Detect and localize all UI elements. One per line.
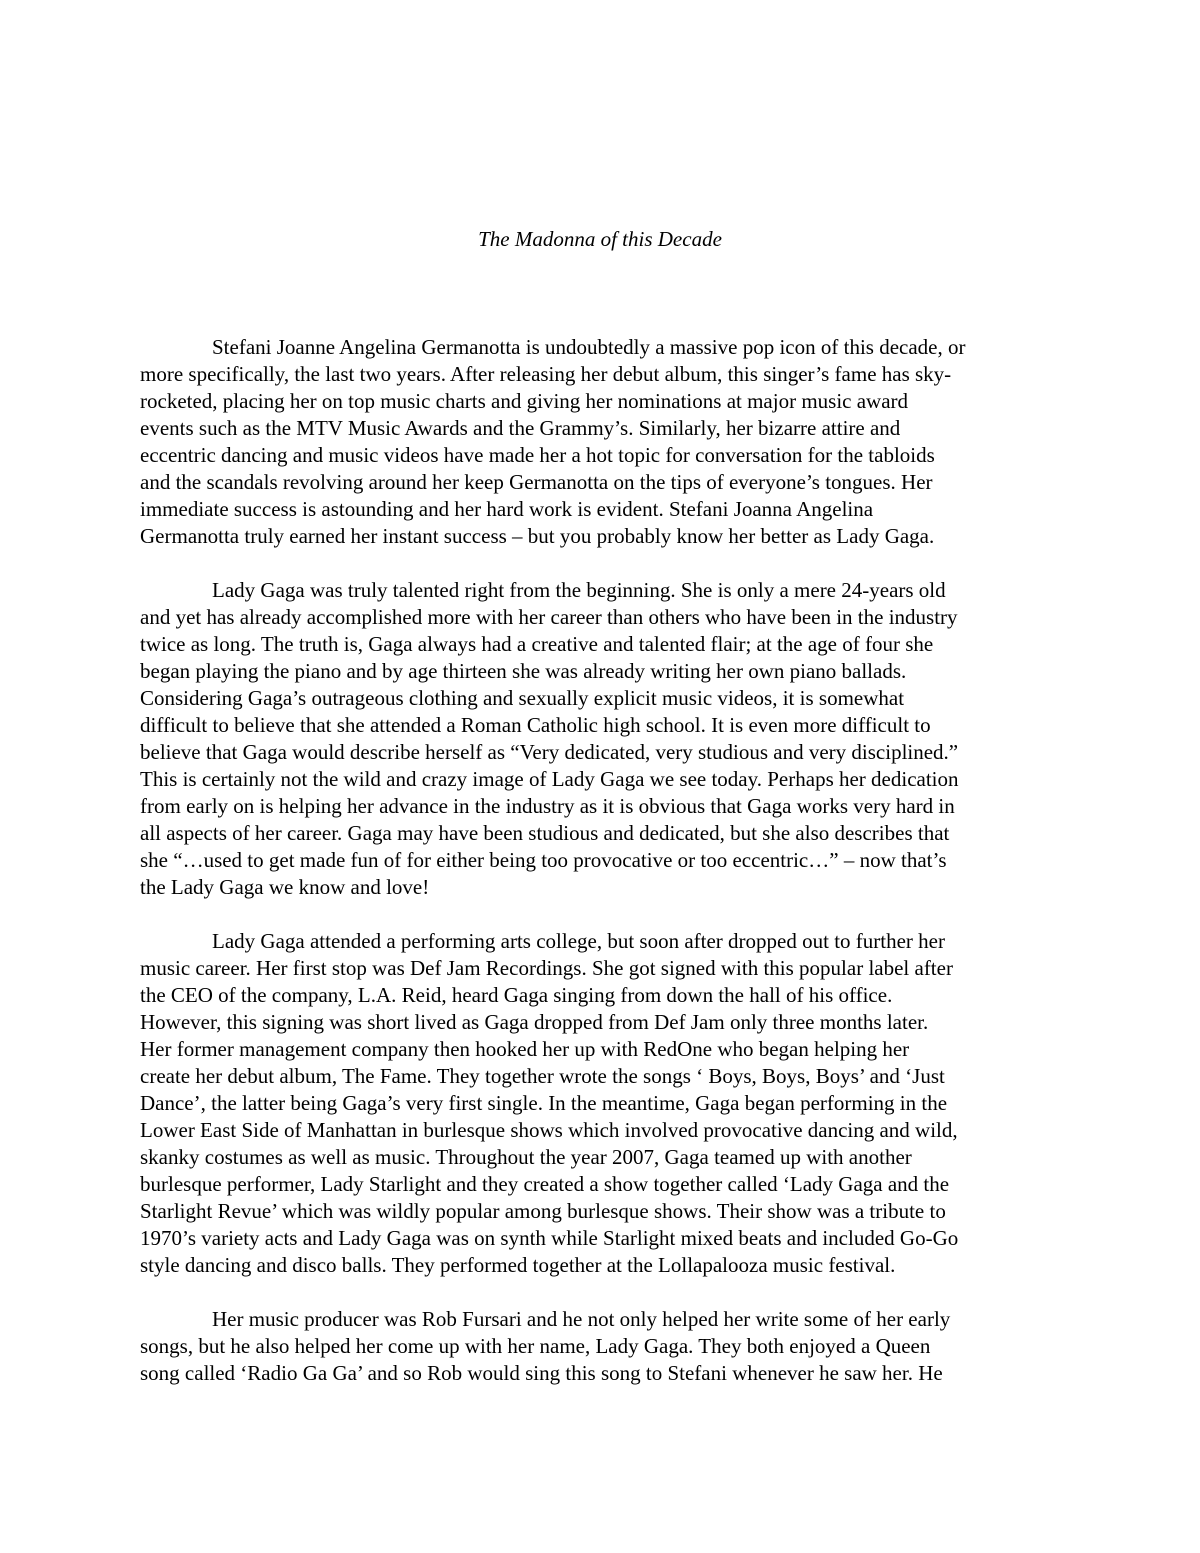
text-line: However, this signing was short lived as Gaga dropped from Def Jam only three months later. <box>140 1010 929 1034</box>
document-body <box>140 334 1060 1414</box>
paragraph-1 <box>140 334 1060 550</box>
text-line: all aspects of her career. Gaga may have been studious and dedicated, but she also describes that <box>140 821 950 845</box>
text-line: she “…used to get made fun of for either being too provocative or too eccentric…” – now that’s <box>140 848 947 872</box>
text-line: immediate success is astounding and her hard work is evident. Stefani Joanna Angelina <box>140 497 874 521</box>
text-line: and yet has already accomplished more with her career than others who have been in the industry <box>140 605 958 629</box>
paragraph-4 <box>140 1306 1060 1387</box>
text-line: Dance’, the latter being Gaga’s very first single. In the meantime, Gaga began performing in the <box>140 1091 948 1115</box>
text-line: create her debut album, The Fame. They together wrote the songs ‘ Boys, Boys, Boys’ and ‘Just <box>140 1064 945 1088</box>
text-line: Her music producer was Rob Fursari and he not only helped her write some of her early <box>212 1307 951 1331</box>
text-line: Her former management company then hooked her up with RedOne who began helping her <box>140 1037 910 1061</box>
text-line: Considering Gaga’s outrageous clothing and sexually explicit music videos, it is somewhat <box>140 686 905 710</box>
text-line: from early on is helping her advance in the industry as it is obvious that Gaga works very hard in <box>140 794 955 818</box>
text-line: the Lady Gaga we know and love! <box>140 875 430 899</box>
text-line: events such as the MTV Music Awards and the Grammy’s. Similarly, her bizarre attire and <box>140 416 901 440</box>
text-line: music career. Her first stop was Def Jam Recordings. She got signed with this popular label after <box>140 956 953 980</box>
document-title: The Madonna of this Decade <box>478 227 722 251</box>
text-line: 1970’s variety acts and Lady Gaga was on synth while Starlight mixed beats and included Go-Go <box>140 1226 959 1250</box>
text-line: Lower East Side of Manhattan in burlesque shows which involved provocative dancing and wild, <box>140 1118 958 1142</box>
text-line: Lady Gaga attended a performing arts college, but soon after dropped out to further her <box>212 929 945 953</box>
text-line: more specifically, the last two years. After releasing her debut album, this singer’s fame has sky- <box>140 362 952 386</box>
text-line: Germanotta truly earned her instant success – but you probably know her better as Lady Gaga. <box>140 524 935 548</box>
text-line: Starlight Revue’ which was wildly popular among burlesque shows. Their show was a tribute to <box>140 1199 946 1223</box>
paragraph-3 <box>140 928 1060 1279</box>
text-line: rocketed, placing her on top music charts and giving her nominations at major music award <box>140 389 909 413</box>
text-line: twice as long. The truth is, Gaga always had a creative and talented flair; at the age of four she <box>140 632 934 656</box>
text-line: and the scandals revolving around her keep Germanotta on the tips of everyone’s tongues. Her <box>140 470 933 494</box>
text-line: burlesque performer, Lady Starlight and they created a show together called ‘Lady Gaga and the <box>140 1172 950 1196</box>
text-line: This is certainly not the wild and crazy image of Lady Gaga we see today. Perhaps her dedication <box>140 767 959 791</box>
text-line: style dancing and disco balls. They performed together at the Lollapalooza music festival. <box>140 1253 896 1277</box>
text-line: Stefani Joanne Angelina Germanotta is undoubtedly a massive pop icon of this decade, or <box>212 335 966 359</box>
text-line: Lady Gaga was truly talented right from the beginning. She is only a mere 24-years old <box>212 578 946 602</box>
text-line: skanky costumes as well as music. Throughout the year 2007, Gaga teamed up with another <box>140 1145 912 1169</box>
paragraph-2 <box>140 577 1060 901</box>
text-line: eccentric dancing and music videos have made her a hot topic for conversation for the tabloids <box>140 443 935 467</box>
text-line: began playing the piano and by age thirteen she was already writing her own piano ballads. <box>140 659 907 683</box>
text-line: believe that Gaga would describe herself as “Very dedicated, very studious and very disciplined.” <box>140 740 959 764</box>
text-line: the CEO of the company, L.A. Reid, heard Gaga singing from down the hall of his office. <box>140 983 893 1007</box>
text-line: songs, but he also helped her come up with her name, Lady Gaga. They both enjoyed a Queen <box>140 1334 931 1358</box>
text-line: song called ‘Radio Ga Ga’ and so Rob would sing this song to Stefani whenever he saw her. He <box>140 1361 943 1385</box>
text-line: difficult to believe that she attended a Roman Catholic high school. It is even more difficult to <box>140 713 931 737</box>
